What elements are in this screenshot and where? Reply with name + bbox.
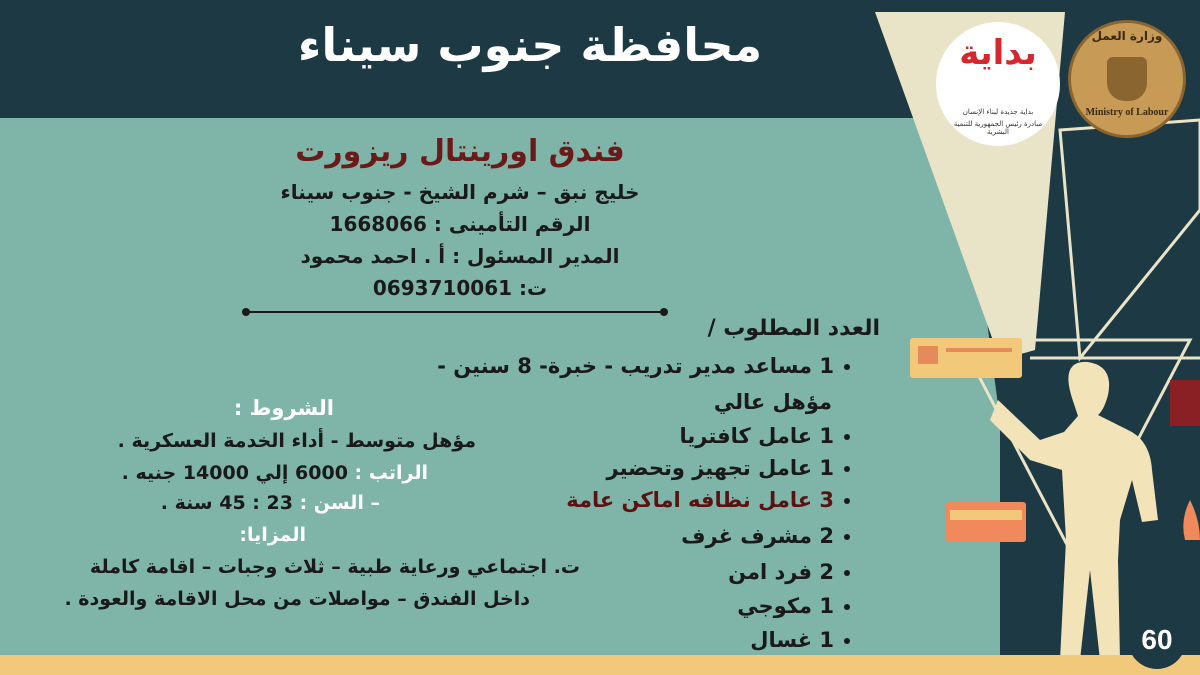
salary-label: الراتب :: [354, 462, 428, 484]
card-orange: [946, 502, 1026, 542]
bullet-icon: [844, 364, 850, 370]
bullet-icon: [844, 434, 850, 440]
initiative-logo-line1: بداية جديدة لبناء الإنسان: [962, 108, 1034, 116]
hotel-name: فندق اورينتال ريزورت: [295, 134, 625, 169]
bullet-icon: [844, 498, 850, 504]
benefits-line-2: داخل الفندق – مواصلات من محل الاقامة والعودة .: [64, 588, 530, 610]
salary-value: 6000 إلي 14000 جنيه .: [121, 462, 348, 484]
conditions-salary: [0, 462, 428, 484]
ministry-logo-arabic: وزارة العمل: [1091, 29, 1163, 43]
conditions-qualification: مؤهل متوسط - أداء الخدمة العسكرية .: [117, 430, 476, 452]
conditions-title: الشروط :: [233, 396, 334, 420]
job-item: 2 مشرف غرف: [400, 524, 850, 548]
initiative-logo-mark: بداية: [959, 33, 1037, 73]
job-item: 1 مكوجي: [400, 594, 850, 618]
bullet-icon: [844, 534, 850, 540]
card-red: [1170, 380, 1200, 426]
hotel-manager: المدير المسئول : أ . احمد محمود: [300, 244, 620, 268]
conditions-age: [0, 492, 380, 514]
job-item: 1 عامل تجهيز وتحضير: [400, 456, 850, 480]
page-number-badge: 60: [1128, 611, 1186, 669]
ministry-logo-english: Ministry of Labour: [1085, 107, 1169, 118]
job-item: 1 عامل كافتريا: [400, 424, 850, 448]
required-count-title: العدد المطلوب /: [707, 316, 880, 341]
age-value: 23 : 45 سنة .: [160, 492, 293, 514]
page-title: محافظة جنوب سيناء: [297, 18, 763, 72]
benefits-line-1: ت. اجتماعي ورعاية طبية – ثلاث وجبات – اقامة كاملة: [89, 556, 580, 578]
hotel-insurance-number: الرقم التأمينى : 1668066: [329, 212, 591, 236]
bullet-icon: [844, 466, 850, 472]
job-item: 1 مساعد مدير تدريب - خبرة- 8 سنين -: [400, 354, 850, 378]
card-chip: [918, 346, 938, 364]
bullet-icon: [844, 570, 850, 576]
job-item: 2 فرد امن: [400, 560, 850, 584]
job-item-continuation: مؤهل عالي: [713, 390, 832, 414]
benefits-title: المزايا:: [239, 524, 306, 546]
bottom-bar: [0, 655, 1200, 675]
initiative-logo-line2: مبادرة رئيس الجمهورية للتنمية البشرية: [953, 120, 1043, 136]
ministry-logo: [1068, 20, 1186, 138]
eagle-icon: [1107, 57, 1147, 101]
age-label: – السن :: [299, 492, 380, 514]
job-item: 3 عامل نظافه اماكن عامة: [400, 488, 850, 512]
bullet-icon: [844, 604, 850, 610]
bullet-icon: [844, 638, 850, 644]
card-stripe: [950, 510, 1022, 520]
initiative-logo: [936, 22, 1060, 146]
hotel-address: خليج نبق – شرم الشيخ - جنوب سيناء: [280, 180, 640, 204]
hotel-phone: ت: 0693710061: [372, 276, 548, 300]
job-item: 1 غسال: [400, 628, 850, 652]
